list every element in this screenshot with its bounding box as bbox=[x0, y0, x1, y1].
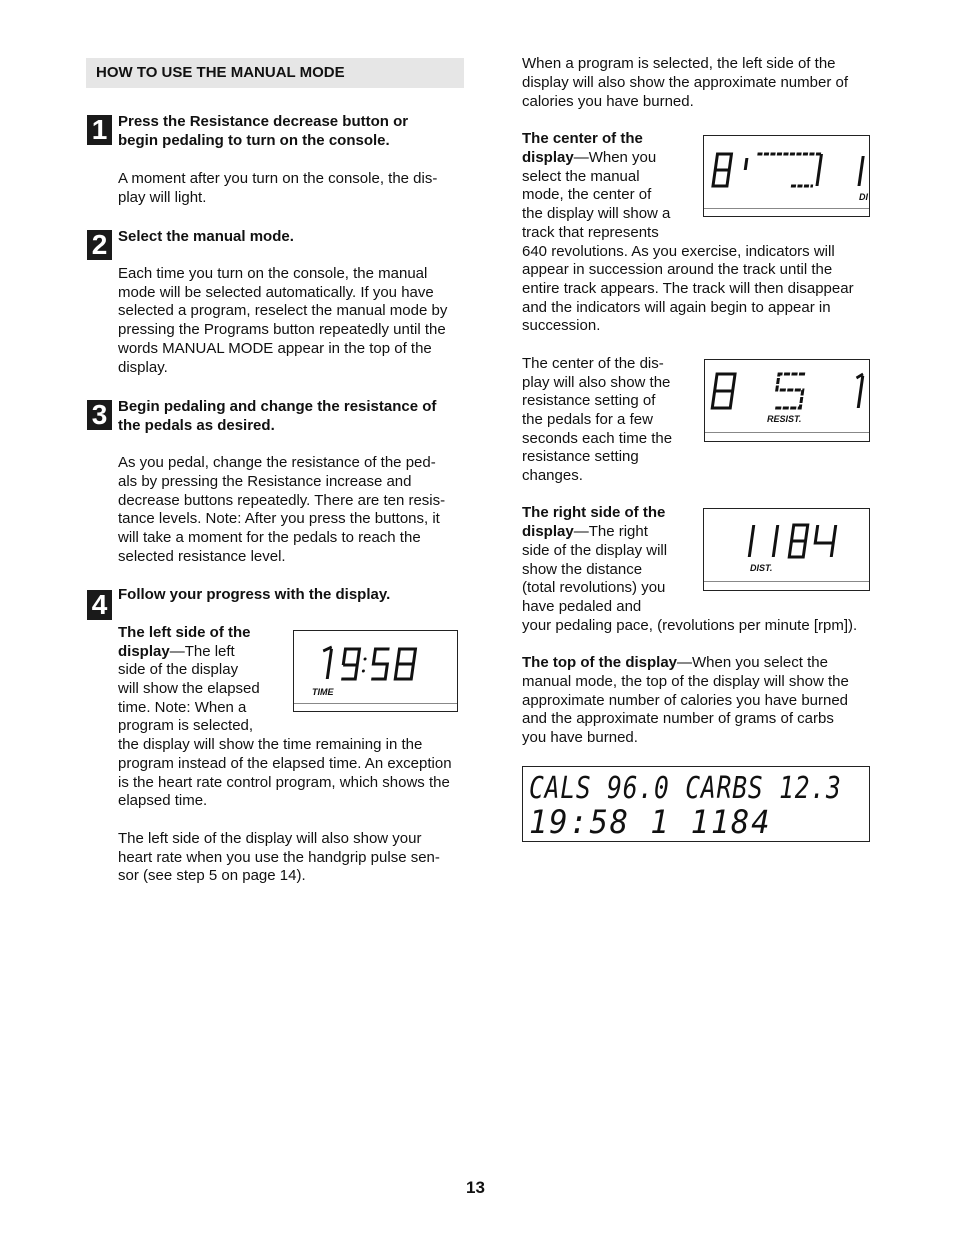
resist-line-4: the pedals for a few bbox=[522, 411, 653, 428]
left-side-wide-3: is the heart rate control program, which shows the bbox=[118, 774, 450, 791]
center-rest-2: select the manual bbox=[522, 168, 640, 185]
left-side-para2-2: heart rate when you use the handgrip pulse sen- bbox=[118, 849, 440, 866]
lcd-track-display bbox=[703, 135, 870, 217]
top-line-1 bbox=[522, 654, 828, 673]
step-2-badge: 2 bbox=[87, 230, 112, 260]
lcd-distance-digits bbox=[704, 509, 869, 590]
lcd-time-label: TIME bbox=[312, 687, 334, 697]
center-wide-5: succession. bbox=[522, 317, 601, 334]
center-line-2 bbox=[522, 149, 656, 168]
center-rest-5: track that represents bbox=[522, 224, 659, 241]
center-rest-1: —When you bbox=[573, 149, 657, 166]
step-2-body-line-1: Each time you turn on the console, the manual bbox=[118, 265, 428, 282]
step-3-body-line-4: tance levels. Note: After you press the buttons, it bbox=[118, 510, 440, 527]
step-2-body-line-6: display. bbox=[118, 359, 168, 376]
step-3-heading-line-2: the pedals as desired. bbox=[118, 417, 275, 434]
step-4-badge: 4 bbox=[87, 590, 112, 620]
lcd-resistance-display bbox=[704, 359, 870, 442]
lcd-time-digits bbox=[294, 631, 457, 711]
right-rest-3: show the distance bbox=[522, 561, 643, 578]
right-rest-5: have pedaled and bbox=[522, 598, 642, 615]
section-title: HOW TO USE THE MANUAL MODE bbox=[96, 64, 345, 81]
step-3-heading-line-1: Begin pedaling and change the resistance of bbox=[118, 398, 437, 415]
lcd-distance-display bbox=[703, 508, 870, 591]
top-bold: The top of the display bbox=[522, 654, 678, 671]
intro-line-2: display will also show the approximate number of bbox=[522, 74, 848, 91]
step-3-body-line-1: As you pedal, change the resistance of the ped- bbox=[118, 454, 436, 471]
center-wide-3: entire track appears. The track will then disappear bbox=[522, 280, 854, 297]
right-wide-1: your pedaling pace, (revolutions per minute [rpm]). bbox=[522, 617, 858, 634]
step-2-heading: Select the manual mode. bbox=[118, 228, 294, 245]
step-2-body-line-4: pressing the Programs button repeatedly until the bbox=[118, 321, 446, 338]
left-side-wide-1: the display will show the time remaining in the bbox=[118, 736, 423, 753]
left-side-bold-1: The left side of the bbox=[118, 624, 251, 641]
right-bold-1: The right side of the bbox=[522, 504, 666, 521]
resist-line-6: resistance setting bbox=[522, 448, 639, 465]
right-rest-2: side of the display will bbox=[522, 542, 668, 559]
left-side-rest-5: program is selected, bbox=[118, 717, 254, 734]
center-wide-4: and the indicators will again begin to appear in bbox=[522, 299, 831, 316]
center-rest-4: the display will show a bbox=[522, 205, 671, 222]
step-2-body-line-3: selected a program, reselect the manual mode by bbox=[118, 302, 448, 319]
resist-line-5: seconds each time the bbox=[522, 430, 673, 447]
step-2-body-line-5: words MANUAL MODE appear in the top of the bbox=[118, 340, 432, 357]
left-side-rest-2: side of the display bbox=[118, 661, 239, 678]
top-rest-3: approximate number of calories you have burned bbox=[522, 692, 849, 709]
lcd-resistance-label: RESIST. bbox=[767, 414, 802, 424]
right-bold-2: display bbox=[522, 523, 574, 540]
left-side-bold-2: display bbox=[118, 643, 170, 660]
lcd-time-display bbox=[293, 630, 458, 712]
resist-line-1: The center of the dis- bbox=[522, 355, 664, 372]
top-rest-2: manual mode, the top of the display will show the bbox=[522, 673, 849, 690]
step-4-heading: Follow your progress with the display. bbox=[118, 586, 391, 603]
step-1-heading-line-2: begin pedaling to turn on the console. bbox=[118, 132, 390, 149]
step-2-body-line-2: mode will be selected automatically. If you have bbox=[118, 284, 434, 301]
step-1-badge: 1 bbox=[87, 115, 112, 145]
lcd-full-bottom-row: 19:58 1 1184 bbox=[529, 803, 772, 841]
step-3-body-line-3: decrease buttons repeatedly. There are ten resis- bbox=[118, 492, 446, 509]
top-rest-4: and the approximate number of grams of carbs bbox=[522, 710, 834, 727]
left-side-rest-1: —The left bbox=[169, 643, 235, 660]
intro-line-3: calories you have burned. bbox=[522, 93, 694, 110]
section-header bbox=[86, 58, 464, 88]
lcd-full-top-row: CALS 96.0 CARBS 12.3 bbox=[529, 771, 842, 806]
resist-line-2: play will also show the bbox=[522, 374, 671, 391]
step-1-body-line-2: play will light. bbox=[118, 189, 207, 206]
left-side-line-2 bbox=[118, 643, 235, 662]
lcd-full-display bbox=[522, 766, 870, 842]
step-3-body-line-5: will take a moment for the pedals to reach the bbox=[118, 529, 421, 546]
resist-line-7: changes. bbox=[522, 467, 583, 484]
center-bold-1: The center of the bbox=[522, 130, 643, 147]
top-rest-5: you have burned. bbox=[522, 729, 638, 746]
center-rest-3: mode, the center of bbox=[522, 186, 652, 203]
step-3-body-line-2: als by pressing the Resistance increase and bbox=[118, 473, 412, 490]
step-3-body-line-6: selected resistance level. bbox=[118, 548, 286, 565]
lcd-distance-label: DIST. bbox=[750, 563, 773, 573]
center-wide-1: 640 revolutions. As you exercise, indicators will bbox=[522, 243, 835, 260]
left-side-para2-3: sor (see step 5 on page 14). bbox=[118, 867, 306, 884]
left-side-wide-4: elapsed time. bbox=[118, 792, 208, 809]
resist-line-3: resistance setting of bbox=[522, 392, 656, 409]
intro-line-1: When a program is selected, the left side of the bbox=[522, 55, 836, 72]
right-rest-1: —The right bbox=[573, 523, 648, 540]
step-1-heading-line-1: Press the Resistance decrease button or bbox=[118, 113, 409, 130]
right-line-2 bbox=[522, 523, 648, 542]
left-side-para2-1: The left side of the display will also show your bbox=[118, 830, 422, 847]
center-wide-2: appear in succession around the track until the bbox=[522, 261, 833, 278]
left-side-wide-2: program instead of the elapsed time. An exception bbox=[118, 755, 452, 772]
lcd-track-graphic bbox=[704, 136, 869, 216]
lcd-track-label: DI bbox=[859, 192, 868, 202]
page-number: 13 bbox=[466, 1178, 485, 1197]
step-1-body-line-1: A moment after you turn on the console, the dis- bbox=[118, 170, 438, 187]
center-bold-2: display bbox=[522, 149, 574, 166]
lcd-resistance-digits bbox=[705, 360, 869, 441]
top-rest-1: —When you select the bbox=[677, 654, 828, 671]
step-3-badge: 3 bbox=[87, 400, 112, 430]
left-side-rest-4: time. Note: When a bbox=[118, 699, 247, 716]
right-rest-4: (total revolutions) you bbox=[522, 579, 666, 596]
left-side-rest-3: will show the elapsed bbox=[118, 680, 260, 697]
